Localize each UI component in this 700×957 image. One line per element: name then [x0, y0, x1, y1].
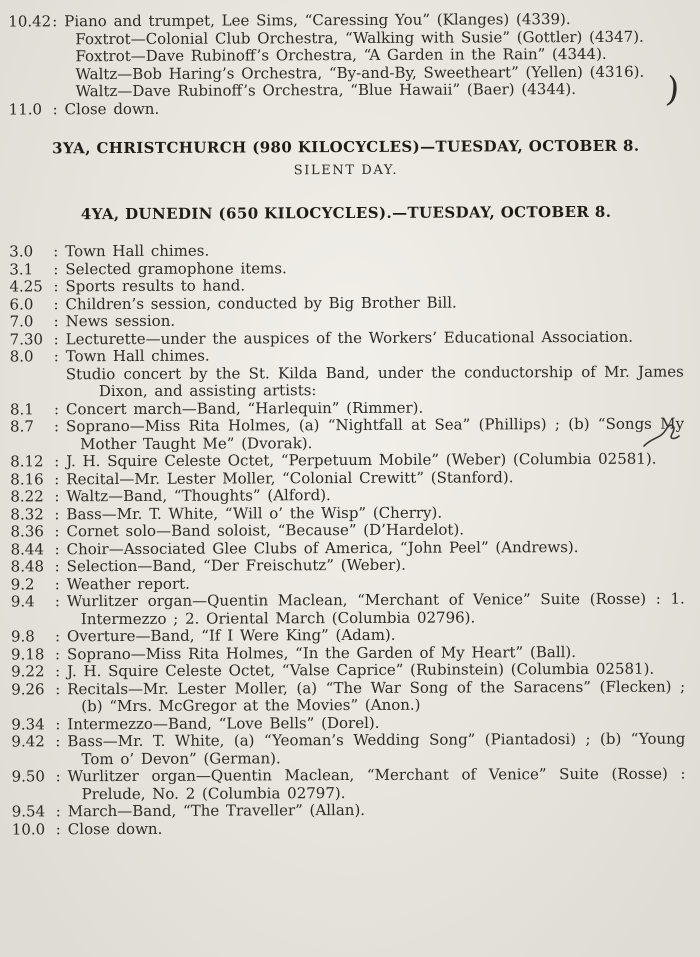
- entry-text: Wurlitzer organ—Quentin Maclean, “Merchant of Venice” Suite (Rosse) : 1. Intermezzo ; 2. Oriental March (Columbia 02796).: [66, 589, 685, 628]
- entry-text: Concert march—Band, “Harlequin” (Rimmer).: [65, 398, 424, 418]
- entry-time: 9.26: [11, 679, 45, 698]
- entry-time: 11.0: [8, 99, 43, 118]
- entry-time: [8, 48, 52, 66]
- entry-time: 10.0: [11, 819, 46, 838]
- entry-colon: :: [53, 347, 59, 366]
- entry-colon: :: [54, 487, 60, 506]
- entry-text: Lecturette—under the auspices of the Workers’ Educational Association.: [65, 327, 634, 348]
- programme-entry: [10, 416, 684, 454]
- entry-time: 9.2: [10, 574, 35, 593]
- ink-mark: [640, 420, 684, 454]
- entry-text: Sports results to hand.: [65, 276, 246, 296]
- entry-colon: [53, 83, 65, 101]
- entry-time: 9.54: [11, 802, 46, 821]
- entry-colon: :: [55, 714, 61, 733]
- programme-entry: [11, 731, 685, 769]
- entry-colon: :: [54, 469, 60, 488]
- entry-colon: :: [53, 417, 60, 436]
- entry-text: Close down.: [64, 99, 160, 118]
- entry-time: [10, 366, 54, 401]
- entry-time: 3.0: [9, 242, 34, 261]
- programme-entry: [11, 678, 685, 716]
- entry-text: Waltz—Bob Haring’s Orchestra, “By-and-By, Sweetheart” (Yellen) (4316).: [75, 62, 645, 83]
- entry-text: Choir—Associated Glee Clubs of America, “John Peel” (Andrews).: [66, 537, 579, 558]
- entry-text: Overture—Band, “If I Were King” (Adam).: [66, 625, 396, 646]
- entry-text: Wurlitzer organ—Quentin Maclean, “Merchant of Venice” Suite (Rosse) : Prelude, No. 2 (Columbia 02797).: [67, 764, 686, 803]
- entry-colon: :: [54, 452, 60, 471]
- entry-colon: [54, 366, 66, 401]
- entry-colon: :: [53, 277, 59, 296]
- entry-time: 6.0: [9, 294, 34, 313]
- entry-colon: :: [54, 592, 60, 611]
- entry-colon: [52, 48, 64, 66]
- entry-colon: :: [53, 399, 60, 418]
- entry-colon: :: [52, 99, 58, 118]
- entry-text: Foxtrot—Colonial Club Orchestra, “Walking with Susie” (Gottler) (4347).: [75, 27, 644, 48]
- entry-text: Town Hall chimes.: [65, 346, 210, 366]
- entry-time: 8.7: [9, 417, 34, 436]
- entry-text: Waltz—Band, “Thoughts” (Alford).: [66, 486, 331, 506]
- entry-time: 8.12: [10, 452, 44, 471]
- entry-text: J. H. Squire Celeste Octet, “Valse Caprice” (Rubinstein) (Columbia 02581).: [67, 659, 655, 681]
- entry-colon: :: [54, 504, 60, 523]
- programme-list-continued: [8, 11, 682, 119]
- entry-text: Bass—Mr. T. White, (a) “Yeoman’s Wedding Song” (Piantadosi) ; (b) “Young Tom o’ Devon” (German).: [67, 729, 686, 768]
- stray-paren-mark: ): [663, 69, 682, 111]
- entry-time: 9.18: [10, 644, 45, 663]
- entry-colon: :: [54, 574, 60, 593]
- station-heading-3ya: 3YA, CHRISTCHURCH (980 KILOCYCLES)—TUESDAY, OCTOBER 8.: [52, 136, 640, 158]
- entry-time: 3.1: [9, 259, 34, 278]
- entry-colon: :: [54, 644, 61, 663]
- entry-time: 7.0: [9, 312, 34, 331]
- entry-colon: [52, 31, 64, 49]
- entry-colon: :: [55, 679, 61, 698]
- entry-text: Waltz—Dave Rubinoff’s Orchestra, “Blue Hawaii” (Baer) (4344).: [75, 80, 577, 101]
- entry-time: 9.22: [11, 662, 45, 681]
- entry-text: Piano and trumpet, Lee Sims, “Caressing You” (Klanges) (4339).: [64, 10, 571, 31]
- entry-text: Selection—Band, “Der Freischutz” (Weber).: [66, 555, 406, 576]
- entry-time: 4.25: [9, 277, 43, 296]
- entry-colon: :: [54, 627, 61, 646]
- programme-entry: [12, 766, 686, 804]
- entry-time: 9.34: [11, 714, 45, 733]
- entry-time: 9.42: [11, 732, 45, 751]
- entry-text: Foxtrot—Dave Rubinoff’s Orchestra, “A Garden in the Rain” (4344).: [75, 44, 607, 66]
- entry-text: Children’s session, conducted by Big Brother Bill.: [65, 293, 457, 313]
- entry-time: 8.1: [9, 399, 34, 418]
- entry-time: 9.8: [10, 627, 35, 646]
- entry-colon: :: [55, 767, 61, 786]
- silent-day-note: SILENT DAY.: [293, 162, 399, 179]
- entry-time: 7.30: [9, 329, 44, 348]
- entry-colon: :: [53, 294, 59, 313]
- entry-text: Studio concert by the St. Kilda Band, under the conductorship of Mr. James Dixon, and assisting artists:: [65, 362, 684, 401]
- entry-colon: :: [53, 312, 59, 331]
- entry-text: Bass—Mr. T. White, “Will o’ the Wisp” (Cherry).: [66, 503, 443, 523]
- entry-colon: [52, 66, 64, 84]
- entry-time: 8.16: [10, 469, 44, 488]
- entry-text: Recitals—Mr. Lester Moller, (a) “The War Song of the Saracens” (Flecken) ; (b) “Mrs. McGregor at the Movies” (Anon.): [67, 677, 686, 716]
- entry-colon: :: [55, 732, 61, 751]
- entry-time: [9, 83, 53, 101]
- entry-colon: :: [55, 819, 61, 838]
- entry-text: Close down.: [67, 819, 163, 838]
- entry-text: Intermezzo—Band, “Love Bells” (Dorel).: [67, 713, 380, 733]
- entry-colon: :: [54, 557, 60, 576]
- entry-colon: :: [54, 522, 60, 541]
- entry-colon: :: [53, 259, 59, 278]
- entry-text: Selected gramophone items.: [65, 258, 287, 278]
- entry-text: Recital—Mr. Lester Moller, “Colonial Crewitt” (Stanford).: [66, 467, 514, 488]
- entry-colon: :: [53, 242, 59, 261]
- entry-time: 8.44: [10, 539, 45, 558]
- entry-text: Town Hall chimes.: [65, 241, 210, 261]
- entry-time: 8.32: [10, 504, 44, 523]
- entry-time: 9.4: [10, 592, 35, 611]
- entry-colon: :: [54, 539, 60, 558]
- entry-text: Soprano—Miss Rita Holmes, (a) “Nightfall at Sea” (Phillips) ; (b) “Songs My Mother Taught Me” (Dvorak).: [65, 414, 685, 453]
- entry-colon: :: [55, 662, 61, 681]
- entry-text: News session.: [65, 311, 176, 331]
- entry-time: 10.42: [8, 12, 52, 31]
- entry-text: Cornet solo—Band soloist, “Because” (D’Hardelot).: [66, 520, 465, 541]
- entry-time: 8.36: [10, 522, 44, 541]
- entry-text: Weather report.: [66, 574, 190, 593]
- entry-colon: :: [55, 802, 61, 821]
- entry-colon: :: [52, 12, 58, 31]
- programme-list-4ya: [9, 241, 686, 839]
- entry-text: March—Band, “The Traveller” (Allan).: [67, 800, 366, 821]
- entry-time: 8.22: [10, 487, 44, 506]
- entry-time: 8.0: [9, 347, 34, 366]
- programme-entry: [11, 591, 685, 629]
- entry-time: [8, 66, 52, 84]
- entry-time: [8, 31, 52, 49]
- entry-time: 8.48: [10, 557, 45, 576]
- programme-entry: [10, 363, 684, 401]
- programme-entry: [9, 98, 683, 118]
- entry-time: 9.50: [11, 767, 46, 786]
- station-heading-4ya: 4YA, DUNEDIN (650 KILOCYCLES).—TUESDAY, OCTOBER 8.: [80, 202, 612, 224]
- entry-text: J. H. Squire Celeste Octet, “Perpetuum Mobile” (Weber) (Columbia 02581).: [66, 449, 657, 471]
- programme-entry: [12, 818, 686, 838]
- entry-colon: :: [53, 329, 59, 348]
- entry-text: Soprano—Miss Rita Holmes, “In the Garden of My Heart” (Ball).: [66, 642, 577, 663]
